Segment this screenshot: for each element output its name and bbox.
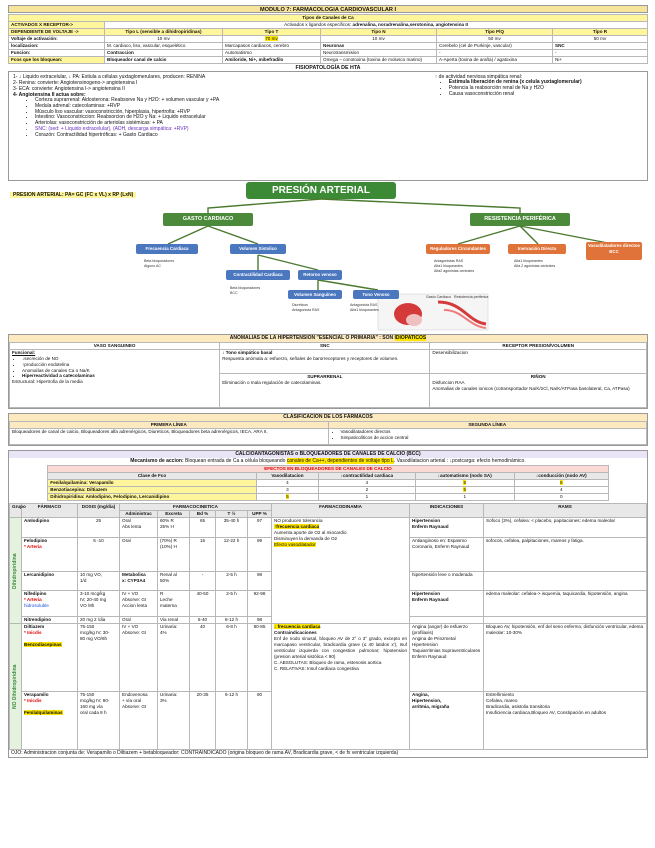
- eff-header: Clase de Fco: [48, 473, 256, 480]
- fdin-line: Disminuyen la demanda de O2: [274, 536, 338, 541]
- drug-bd: 20-35: [190, 692, 216, 750]
- inerv-drug: Alfa 2 agonistas centrales: [514, 264, 556, 268]
- contractilidad-node: Contractilidad Cardiaca: [226, 270, 290, 280]
- fisio-subitem: • Corteza suprarrenal: Aldosterona: Reabsorve Na y H2O: + volumen vascular y +PA: [35, 98, 429, 104]
- drug-ind: Antianginoso en: Espasmo Coronario, Enferm Raynaud: [410, 538, 484, 572]
- eff-class: Fenilalquilamina: Verapamilo: [48, 480, 256, 487]
- eff-header: ↓automatismo (nodo SA): [415, 473, 514, 480]
- channel-header: Tipo N: [321, 29, 437, 36]
- vaso-item: • ↓secreción de NO: [22, 356, 217, 362]
- drug-adm: Oral: [120, 538, 158, 572]
- drug-ind: Angina (angor) de esfuerzo (profilaxis) Angina de Prinzmetal Hipertension Taquiarritmias Supraventriculares Enferm Raynaud: [410, 624, 484, 692]
- bcc-mechanism: [9, 458, 647, 465]
- tono-drug: Alfa1 bloqueantes: [350, 308, 379, 312]
- activated-row: [105, 22, 648, 29]
- drug-dosis: 3-10 mcg/kg IV; 20-40 mg VO /8h: [78, 591, 120, 617]
- drug-exc: Via renal: [158, 617, 190, 624]
- drug-name: Verapamilo: [24, 692, 49, 697]
- channel-header: Tipo T: [223, 29, 321, 36]
- drug-name-cell: [22, 624, 78, 692]
- head-farmacodinamia: FARMACODINAMIA: [272, 504, 410, 518]
- anomalias-title: [9, 335, 647, 342]
- kin-head: UPP %: [248, 511, 272, 518]
- drug-rams: Estreñimiento Cefalea, mareo Bradicardia, asistolia transitoria Insuficiencia cardiaca,Bloqueo AV, Constipación en adultos: [484, 692, 647, 750]
- drug-bd: -: [190, 572, 216, 591]
- eff-value: 4: [256, 480, 318, 487]
- vaso-item: • Anomalías de canales Ca o Na/K: [22, 368, 217, 374]
- drug-rams: Sofoco (3%), cefalea: < placebo, papitaciones: edema maleolar: [484, 518, 647, 538]
- cell: 10 mv: [321, 36, 437, 43]
- drug-dosis: 75-150 mcg/kg IV; 80- 160 mg vía oral cada 8 h: [78, 692, 120, 750]
- second-line-cell: [328, 429, 647, 445]
- vasodilatadores-label-2: BCC: [609, 248, 619, 254]
- kin-head: Excreta: [158, 511, 190, 518]
- drug-t: 2-5 h: [216, 572, 248, 591]
- eff-value: 5: [560, 480, 563, 485]
- anomalias-title-text: ANOMALIAS DE LA HIPERTENSION "ESENCIAL O PRIMARIA" : SON: [229, 335, 395, 341]
- rinon-cell: [430, 373, 647, 407]
- fdin-line-wrap: [274, 542, 407, 548]
- eff-value: 3: [256, 487, 318, 494]
- fisio-subitem: • Arteriolas: vasoconstricción de arteriolas sistémicas: + PA: [35, 121, 429, 127]
- drug-adm: IV + VO Absorve: GI: [120, 624, 158, 692]
- anomalias-title-hl: IDIOPATICOS: [394, 335, 427, 341]
- drug-dosis: 10 mg VO, 1/d: [78, 572, 120, 591]
- cell: Cerebelo (cel de Purkinje, vascular): [437, 43, 553, 50]
- drug-ind: hipertensión leve o moderada: [410, 572, 484, 591]
- drug-name: Diltiazem: [24, 624, 45, 629]
- fdin-line: Aumenta aporte de O2 al miocardio: [274, 530, 347, 535]
- snc-line: ↓ Tono simpático basal: [222, 350, 273, 355]
- gasto-cardiaco-node: GASTO CARDIACO: [163, 213, 253, 226]
- drug-upp: 98: [248, 617, 272, 624]
- bcc-title: CALCIOANTAGONISTAS o BLOQUEADORES DE CANALES DE CALCIO (BCC): [9, 451, 647, 458]
- fisio-subitem: • Intestino: Vasoconstriccion: Reabsorcion de H2O y Na: + Liquido extracelular: [35, 115, 429, 121]
- supra-title: SUPRARRENAL: [307, 373, 343, 379]
- anomalias-table: [9, 342, 647, 408]
- cell: SNC: [553, 43, 648, 50]
- fisio-step: 3- ECA: convierte: Angiotensina I-> angiotensina II: [13, 86, 125, 92]
- pressure-title-node: PRESIÓN ARTERIAL: [246, 182, 396, 199]
- first-line-header: PRIMERA LÍNEA: [10, 422, 329, 429]
- vaso-cell: [10, 350, 220, 408]
- drug-dosis: 75-150 mcg/kg IV; 30- 80 mg VO/6h: [78, 624, 120, 692]
- head-rams: RAMS: [484, 504, 647, 518]
- cell: Marcapasos cardiacos, cerebro: [223, 43, 321, 50]
- drug-name: Amlodipino: [22, 518, 78, 538]
- fdin-line: Efecto vasodilatador: [274, 542, 316, 547]
- drug-note: * Arteria: [24, 597, 42, 602]
- fisio-subitem: • Medula adrenal: catecolaminas: +RVP: [35, 104, 429, 110]
- anomalias-col: SNC: [220, 343, 430, 350]
- drug-rams: edema maleolar: cefalea-> isquemia, taquicardia, hipotensión, angina: [484, 591, 647, 617]
- drugs-table: [9, 503, 647, 750]
- drug-exc: (70%) R (10%) H: [158, 538, 190, 572]
- cell: A-Aperta (toxina de araña) / agatoxina: [437, 57, 553, 64]
- drug-class-label: Fenilalquilaminas: [24, 710, 63, 715]
- cell: 50 mv: [553, 36, 648, 43]
- channel-header: DEPENDIENTE DE VOLTAJE ->: [9, 29, 105, 36]
- fisio-right-item: • Potencia la reabsorción renal de Na y H2O: [449, 86, 643, 92]
- activated-prefix: Activados x ligandos especificos:: [284, 22, 353, 27]
- fisio-subitem: • Corazón: Contractilidad hipertróficas: + Gasto Cardiaco: [35, 133, 429, 139]
- drug-name-cell: [22, 591, 78, 617]
- anomalias-col: VASO SANGUINEO: [10, 343, 220, 350]
- fdin2-text: Enf de nodo sinusal, bloqueo AV de 2° o 3° grado, excepto en marcapaso ventricular, bradicardia grave (≤ 40 latidos x'), Isuf ventricular izquierda con congestion pulmonar; hipotension (presion arterial sistólica < 90): [274, 636, 407, 659]
- clasificacion-section: [8, 413, 648, 446]
- row-label: Fcos que los bloquean:: [9, 57, 105, 64]
- fisio-subitem: • SNC: (sed: + Liquido extracelular), (ADH, descarga simpática: +RVP): [35, 127, 429, 133]
- cell: Neuronas: [321, 43, 437, 50]
- pressure-connectors: [8, 182, 648, 332]
- group-dhp-label: Dihidropiridina: [12, 552, 18, 589]
- reg-drug: Alfa1 bloqueantes: [434, 264, 463, 268]
- cell: 50 mv: [437, 36, 553, 43]
- drug-note-2: hidrosoluble: [24, 603, 49, 608]
- second-line-header: SEGUNDA LÍNEA: [328, 422, 647, 429]
- vaso-list: [12, 356, 217, 379]
- bcc-section: [8, 450, 648, 758]
- fisio-step: 4- Angiotensina II actua sobre:: [13, 92, 86, 98]
- head-kinetics: FARMACOCINETICA: [120, 504, 272, 511]
- supra-text: Eliminación o mala regulación de catecolaminas.: [222, 379, 322, 385]
- drug-exc: Urinaria: 3%: [158, 692, 190, 750]
- drug-upp: 92-98: [248, 591, 272, 617]
- channel-row: [9, 57, 648, 64]
- mech-text: Bloquean entrada de Ca a célula bloqueando: [185, 458, 287, 464]
- drug-rams: sofocos, cefalea, palpitaciones, mareos y fatiga.: [484, 538, 647, 572]
- drug-note: * Arteria: [24, 544, 42, 549]
- drug-class-label: Benzodiacepinas: [24, 642, 62, 647]
- channels-header-row: [9, 29, 648, 36]
- head-indicaciones: INDICACIONES: [410, 504, 484, 518]
- drug-adm: Endovenosa + vía oral Absorve: GI: [120, 692, 158, 750]
- cell: M. cardiaco, liso, vascular, esquelético: [105, 43, 223, 50]
- kin-head: Administrac: [120, 511, 158, 518]
- channels-section-title: Tipos de Canales de Ca: [9, 15, 648, 22]
- drug-ind: Hipertension Enferm Raynaud: [410, 591, 484, 617]
- vaso-item: • ↑producción endotelina: [22, 362, 217, 368]
- eff-value: 1: [319, 494, 415, 501]
- vessel-image-label: Resistencia periférica: [454, 295, 489, 299]
- cell: Amiloride, Ni+, mibefradilo: [223, 57, 321, 64]
- channel-header: Tipo R: [553, 29, 648, 36]
- drug-rams: [484, 617, 647, 624]
- rinon-title: RIÑON: [530, 373, 546, 379]
- fisio-right-item: • Estimula liberación de renina (x celula yuxtaglomerular): [449, 80, 643, 86]
- inervacion-node: Inervación Directa: [508, 244, 566, 254]
- fdin2-ci: Contraindicaciones: [274, 630, 317, 635]
- drug-t: 2-5 h: [216, 591, 248, 617]
- eff-value: 4: [514, 487, 608, 494]
- vol-drug: Diuréticos: [292, 303, 308, 307]
- eff-header: Vasodilatacion: [256, 473, 318, 480]
- snc-cell: [220, 350, 430, 374]
- channel-header: Tipo L (sensible a dihidropiridinas): [105, 29, 223, 36]
- fdin2-title: ↓ frecuencia cardiaca: [274, 624, 321, 629]
- activated-label: ACTIVADOS X RECEPTOR->: [9, 22, 105, 29]
- eff-value: 2: [319, 487, 415, 494]
- drug-ind: [410, 617, 484, 624]
- second-line-item: • Simpaticolíticos de accion central: [341, 435, 645, 441]
- group-nodhp-cell: [10, 624, 22, 750]
- cell: -: [437, 50, 553, 57]
- fisio-right-title: ↑ de actividad nerviosa simpática renal:: [434, 74, 523, 80]
- fisio-title: FISIOPATOLOGÍA DE HTA: [295, 65, 361, 71]
- cell: 70 mv: [265, 36, 278, 41]
- pressure-formula: PRESION ARTERIAL: PA= GC (FC x VL) x RP (LxN): [10, 192, 136, 198]
- fdin-nodhp-cell: [272, 624, 410, 750]
- drug-exc: Renal al 50%: [158, 572, 190, 591]
- supra-cell: [220, 373, 430, 407]
- fdin-line: ↑frecuencia cardiaca: [274, 524, 320, 529]
- vasodilatadores-node: [586, 242, 642, 260]
- reg-drug: Alfa2 agonistas centrales: [434, 269, 475, 273]
- cc-drug: Beta bloqueadores: [230, 286, 261, 290]
- drug-adm: Metabolisa x: CYP3A4: [120, 572, 158, 591]
- fisio-right: [435, 74, 643, 178]
- cc-drug: BCC: [230, 291, 238, 295]
- receptor-line: Desensibilizacion: [432, 350, 468, 355]
- drug-exc: 60% R 25% H: [158, 518, 190, 538]
- row-label: localizacion:: [9, 43, 105, 50]
- drug-name: Nitrendipino: [22, 617, 78, 624]
- activated-text: adrenalina, noradrenalina,serotonina, angiotensina II: [352, 22, 468, 27]
- fdin2-abs: C. ABSOLUTAS: Bloqueo de rama, estenosis aortica: [274, 660, 382, 665]
- row-label: Voltaje de activación:: [9, 36, 105, 43]
- fisio-step: 2- Renina: convierte: Angiotensinogeno-> angiotensina I: [13, 80, 138, 86]
- channel-types-table: [8, 14, 648, 64]
- channel-row: [9, 50, 648, 57]
- fdin-line: NO producen tolerancia: [274, 518, 323, 523]
- eff-header: ↓conducción (nodo AV): [514, 473, 608, 480]
- drug-bd: 65: [190, 518, 216, 538]
- channel-header: Tipo P/Q: [437, 29, 553, 36]
- drug-name: Felodipino: [24, 538, 48, 543]
- second-line-item: • Vasodilatadores directos: [341, 429, 645, 435]
- cell: Contraccion: [105, 50, 223, 57]
- drug-ind: Angina, Hipertension, arritmia, migraña: [410, 692, 484, 750]
- head-grupo: Grupo: [10, 504, 22, 518]
- cell: Bloqueador canal de calcio: [105, 57, 223, 64]
- cell: Automatismo: [223, 50, 321, 57]
- tono-drug: Antagonista RAS: [350, 303, 378, 307]
- drug-exc: Urinaria: 4%: [158, 624, 190, 692]
- ojo-note: OJO: Administracion conjunta de: Verapamilo o Diltiazem + betabloqueador: CONTRAINDICADO (origina bloqueo de rama AV, Bradicardia grave, < de fx ventricular izquierda): [11, 750, 399, 756]
- fisio-right-item: • Causa vasoconstricción renal: [449, 92, 643, 98]
- cell: -: [553, 50, 648, 57]
- drug-bd: 5-40: [190, 617, 216, 624]
- drug-name: Lercanidipino: [22, 572, 78, 591]
- vaso-title: Funcional:: [12, 350, 36, 355]
- kin-head: T ½: [216, 511, 248, 518]
- drug-bd: 40: [190, 624, 216, 692]
- drug-dosis: 25: [78, 518, 120, 538]
- eff-value: 0: [514, 494, 608, 501]
- module-title: MODULO 7: FARMACOLOGIA CARDIOVASCULAR I: [8, 5, 648, 13]
- cell: Ni+: [553, 57, 648, 64]
- clasificacion-title: CLASIFICACION DE LOS FÁRMACOS: [9, 414, 647, 421]
- pressure-diagram: [8, 182, 648, 332]
- eff-value: 5: [286, 494, 289, 499]
- drug-adm: Oral: [120, 617, 158, 624]
- drug-rams: Bloqueo AV, hipotensión, enf del seno enfermo, disfunción ventricular, edema maleolar: 10-30%: [484, 624, 647, 692]
- fisio-left: [13, 74, 429, 178]
- drug-upp: 90: [248, 692, 272, 750]
- eff-value: 5: [463, 480, 467, 485]
- eff-value: 4: [319, 480, 415, 487]
- drug-upp: 98: [248, 572, 272, 591]
- drug-ind: Hipertension Enferm Raynaud: [410, 518, 484, 538]
- fdin2-rel: C. RELATIVAS: Insuf cardiaca congestiva: [274, 666, 359, 671]
- fisio-box: [8, 71, 648, 181]
- drug-bd: 40-50: [190, 591, 216, 617]
- clasificacion-table: [9, 421, 647, 445]
- channel-row: [9, 36, 648, 43]
- module-page: [8, 5, 648, 758]
- channel-row: [9, 43, 648, 50]
- snc-line: Respuesta anómala a: esfuerzo, señales de barorreceptores y receptores de volumen.: [222, 356, 399, 361]
- fisio-subitem: • Músculo liso vascular: vasoconstricción, hiperplasia, hipertrofia: +RVP: [35, 110, 429, 116]
- rinon-line: Disfuncion RAA: [432, 379, 465, 385]
- volumen-sanguineo-node: Volumen Sanguíneo: [288, 290, 342, 299]
- volumen-sistolico-node: Volumen Sistolico: [230, 244, 286, 254]
- drug-upp: 99: [248, 538, 272, 572]
- anomalias-col: RECEPTOR PRESION/VOLUMEN: [430, 343, 647, 350]
- reg-drug: Antagonistas RAS: [434, 259, 464, 263]
- drug-row: [10, 518, 647, 538]
- drug-bd: 15: [190, 538, 216, 572]
- rinon-line: Anomalias de canales ionicos (cotransportador Na/K/2Cl, Na/K/ATPasa basolateral, Ca, ATPasa): [432, 385, 630, 391]
- fc-drug: Beta bloqueadores: [144, 259, 175, 263]
- eff-class: Dihidropiridina: Amlodipino, Felodipino, Lercanidipino: [48, 494, 256, 501]
- drug-rams: [484, 572, 647, 591]
- drug-note: * Inicdis: [24, 698, 42, 703]
- vaso-item: • Hiperreactividad a catecolaminas: [22, 373, 217, 379]
- drug-adm: IV + VO Absorve: GI Accion lenta: [120, 591, 158, 617]
- drug-name-cell: [22, 538, 78, 572]
- cell: Omega – conotoxina (toxina de molusco marino): [321, 57, 437, 64]
- fdin-dhp-cell: [272, 518, 410, 624]
- drug-name-cell: [22, 692, 78, 750]
- head-farmaco: FÁRMACO: [22, 504, 78, 518]
- frecuencia-node: Frecuencia Cardiaca: [136, 244, 198, 254]
- drug-exc: R Leche materna: [158, 591, 190, 617]
- fc-drug: Alguno AC: [144, 264, 161, 268]
- eff-class: Benzotiacepina: Diltiazem: [48, 487, 256, 494]
- drug-name: Nifedipino: [24, 591, 47, 596]
- vol-drug: Antagonista RAS: [292, 308, 320, 312]
- cell: Neurotransmision: [321, 50, 437, 57]
- receptor-cell: [430, 350, 647, 374]
- drug-upp: 97: [248, 518, 272, 538]
- eff-value: 1: [415, 494, 514, 501]
- group-nodhp-label: NO Dihidropiridina: [12, 664, 18, 709]
- row-label: Funcion:: [9, 50, 105, 57]
- mech-highlight: canales de Ca++, dependientes de voltaje tipo L: [286, 458, 394, 464]
- reguladores-node: Reguladores Circundantes: [426, 244, 490, 254]
- drug-t: 35-40 h: [216, 518, 248, 538]
- tono-venoso-node: Tono Venoso: [353, 290, 399, 299]
- drug-t: 6-12 h: [216, 692, 248, 750]
- inerv-drug: Alfa1 bloqueantes: [514, 259, 543, 263]
- anomalias-section: [8, 334, 648, 409]
- drug-row: [10, 624, 647, 692]
- vaso-struct: Estructural: Hipertrofia de la media: [12, 379, 83, 385]
- first-line-text: Bloqueadores de canal de calcio, Bloqueadores alfa adrenérgicos, Diureticos, Bloqueadores beta adrenérgicos, IECA, ARA II,: [10, 429, 329, 445]
- fisio-right-list: [435, 80, 643, 97]
- head-dosis: DOSIS (mg/día): [78, 504, 120, 518]
- vasodilatadores-label: Vasodilatadores directos: [588, 243, 640, 248]
- retorno-venoso-node: Retorno venoso: [298, 270, 342, 280]
- mech-text-2: . Vasodilatacion arterial : ↓postcarga: efecto hemodinámico.: [393, 458, 526, 464]
- heart-image-label: Gasto Cardiaco: [426, 295, 451, 299]
- drug-note: * Inicdis: [24, 630, 42, 635]
- drug-dosis: 20 mg 2 /dia: [78, 617, 120, 624]
- cell: 10 mv: [105, 36, 223, 43]
- mech-label: Mecanismo de accion:: [130, 458, 186, 464]
- eff-header: ↓contractilidad cardiaca: [319, 473, 415, 480]
- efectos-title: EFECTOS EN BLOQUEADORES DE CANALES DE CALCIO: [48, 466, 608, 473]
- fisio-sublist: [13, 98, 429, 139]
- drug-upp: 80-85: [248, 624, 272, 692]
- drug-dosis: 5 -10: [78, 538, 120, 572]
- resistencia-node: RESISTENCIA PERIFÉRICA: [470, 213, 570, 226]
- drug-t: 6-8 h: [216, 624, 248, 692]
- fisio-step: 1- ↓ Liquido extracelular, ↓ PA: Estiula a células yuxtaglomerulares, producen: RENINA: [13, 74, 206, 80]
- kin-head: Bd %: [190, 511, 216, 518]
- drug-t: 12-22 h: [216, 538, 248, 572]
- drug-t: 8-12 h: [216, 617, 248, 624]
- group-dhp-cell: [10, 518, 22, 624]
- efectos-table: [47, 465, 608, 501]
- drug-adm: Oral Abs lenta: [120, 518, 158, 538]
- eff-value: 5: [463, 487, 467, 492]
